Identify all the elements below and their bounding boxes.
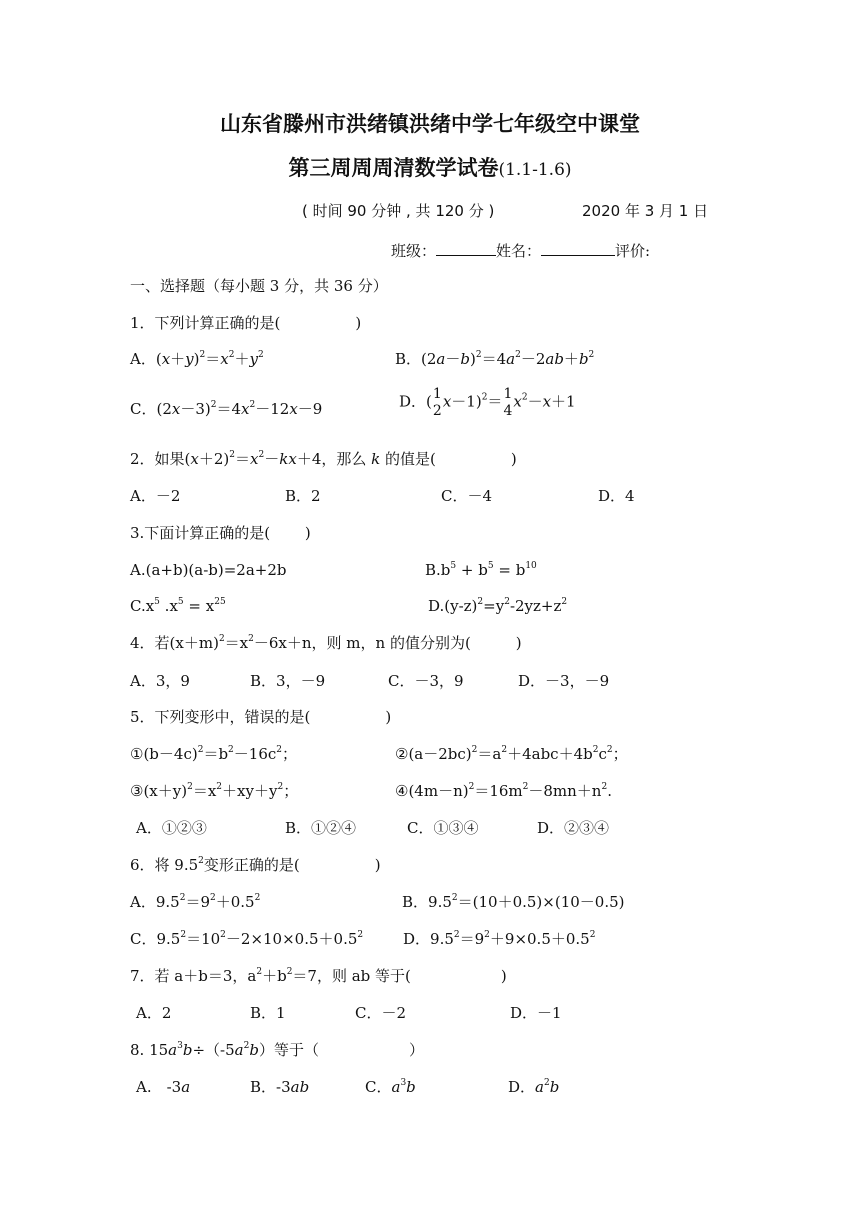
- question-5-item-4: $④(4m-n)^2=16m^2-8mn+n^2$.: [395, 782, 612, 800]
- question-7-option-c: C．－2: [355, 1004, 407, 1022]
- section-heading: 一、选择题（每小题 3 分，共 36 分）: [130, 277, 388, 295]
- question-5-option-c: C．①③④: [407, 819, 479, 837]
- question-8-option-d: D．$a^2b$: [508, 1078, 560, 1096]
- question-5-item-1: $①(b-4c)^2=b^2-16c^2$；: [130, 745, 298, 763]
- exam-date: 2020 年 3 月 1 日: [582, 202, 709, 220]
- question-4-option-d: D．－3，－9: [518, 672, 610, 690]
- question-3-stem: 3.下面计算正确的是( ): [130, 524, 311, 542]
- question-2-option-d: D．4: [598, 487, 635, 505]
- student-info-row: [391, 240, 650, 261]
- question-3-option-c: $C.x^5$ $.x^5 = x^{25}$: [130, 597, 226, 615]
- class-blank: [436, 240, 496, 256]
- fraction-half: 1 2: [432, 386, 442, 419]
- question-8-option-a: A. -3a: [136, 1078, 191, 1096]
- question-3-option-a: A.(a+b)(a-b)=2a+2b: [130, 561, 287, 579]
- name-label: 姓名：: [496, 242, 542, 260]
- name-blank: [541, 240, 615, 256]
- question-8-option-b: B．-3ab: [250, 1078, 310, 1096]
- question-1-option-d: D．( 1 2 x－1)$^2$＝ 1 4 $x^2-x+1$: [399, 386, 576, 419]
- question-2-option-b: B．2: [285, 487, 321, 505]
- question-6-option-b: B．$9.5^2=(10+0.5)\times(10-0.5)$: [402, 893, 625, 911]
- question-5-item-2: $②(a-2bc)^2=a^2+4abc+4b^2c^2$；: [395, 745, 628, 763]
- question-8-option-c: C．$a^3b$: [365, 1078, 416, 1096]
- exam-title-line2: [0, 152, 860, 182]
- question-5-option-b: B．①②④: [285, 819, 357, 837]
- question-5-item-3: $③(x+y)^2=x^2+xy+y^2$；: [130, 782, 299, 800]
- question-2-option-a: A．－2: [130, 487, 181, 505]
- question-4-option-a: A．3，9: [130, 672, 190, 690]
- question-6-option-c: C．$9.5^2=10^2-2\times 10\times 0.5+0.5^2$: [130, 930, 364, 948]
- question-6-option-a: A．$9.5^2=9^2+0.5^2$: [130, 893, 261, 911]
- question-5-stem: 5．下列变形中，错误的是( ): [130, 708, 392, 726]
- eval-label: 评价:: [615, 242, 651, 260]
- question-6-stem: 6．将 $9.5^2$变形正确的是( ): [130, 856, 381, 874]
- question-4-option-c: C．－3，9: [388, 672, 464, 690]
- question-2-option-c: C．－4: [441, 487, 493, 505]
- question-6-option-d: D．$9.5^2=9^2+9\times 0.5+0.5^2$: [403, 930, 596, 948]
- question-7-stem: 7．若 a＋b＝3，$a^2+b^2=7$，则 ab 等于( ): [130, 967, 507, 985]
- question-5-option-d: D．②③④: [537, 819, 610, 837]
- question-8-stem: 8. $15a^3b\div(-5a^2b)$等于（ ）: [130, 1041, 424, 1059]
- question-1-option-b: B．$(2a-b)^2=4a^2-2ab+b^2$: [395, 350, 595, 368]
- question-3-option-d: $D.(y-z)^2=y^2-2yz+z^2$: [428, 597, 568, 615]
- exam-title-line1: 山东省滕州市洪绪镇洪绪中学七年级空中课堂: [220, 112, 640, 136]
- time-info: ( 时间 90 分钟 , 共 120 分 ): [302, 202, 495, 220]
- fraction-quarter: 1 4: [503, 386, 513, 419]
- question-7-option-a: A．2: [136, 1004, 172, 1022]
- question-1-stem: 1．下列计算正确的是( ): [130, 314, 362, 332]
- question-7-option-b: B．1: [250, 1004, 286, 1022]
- question-7-option-d: D．－1: [510, 1004, 562, 1022]
- exam-title-range: (1.1-1.6): [498, 160, 572, 180]
- class-label: 班级：: [391, 242, 437, 260]
- question-2-stem: 2．如果$(x+2)^2=x^2-kx+4$，那么 k 的值是( ): [130, 450, 517, 468]
- question-3-option-b: $B.b^5 + b^5 = b^{10}$: [425, 561, 537, 579]
- question-4-stem: 4．若$(x+m)^2=x^2-6x+n$，则 m，n 的值分别为( ): [130, 634, 522, 652]
- exam-title-main: 第三周周周清数学试卷: [288, 156, 499, 180]
- question-1-option-c: C．$(2x-3)^2=4x^2-12x-9$: [130, 400, 323, 418]
- question-5-option-a: A．①②③: [136, 819, 207, 837]
- question-1-option-a: A．$(x+y)^2=x^2+y^2$: [130, 350, 264, 368]
- question-4-option-b: B．3，－9: [250, 672, 326, 690]
